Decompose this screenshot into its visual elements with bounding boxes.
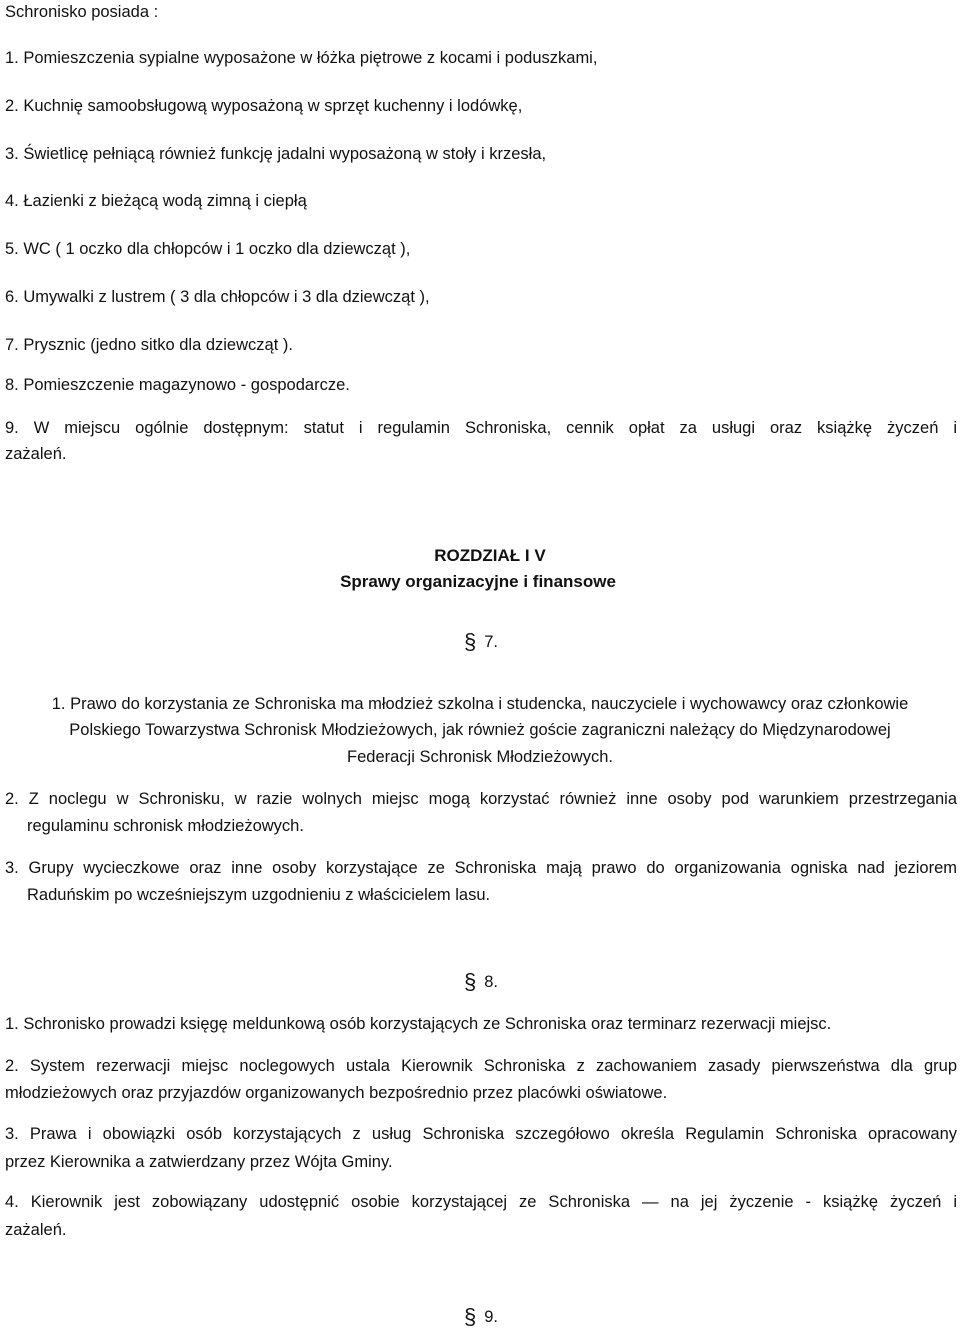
list-item: 1. Pomieszczenia sypialne wyposażone w łóżka piętrowe z kocami i poduszkami, bbox=[5, 49, 598, 67]
section-number: 8. bbox=[484, 973, 499, 991]
paragraph-line: Raduńskim po wcześniejszym uzgodnieniu z właścicielem lasu. bbox=[27, 886, 491, 904]
list-item: 3. Świetlicę pełniącą również funkcję jadalni wyposażoną w stoły i krzesła, bbox=[5, 145, 547, 163]
section-sign: § bbox=[464, 1304, 477, 1329]
paragraph-line: zażaleń. bbox=[5, 1221, 67, 1239]
paragraph-line: 4. Kierownik jest zobowiązany udostępnić osobie korzystającej ze Schroniska — na jej życzenie - książkę życzeń i bbox=[5, 1193, 957, 1211]
chapter-subtitle: Sprawy organizacyjne i finansowe bbox=[340, 572, 616, 591]
paragraph-line: Polskiego Towarzystwa Schronisk Młodzieżowych, jak również goście zagraniczni należący do Międzynarodowej bbox=[69, 721, 891, 739]
paragraph-line: 2. System rezerwacji miejsc noclegowych ustala Kierownik Schroniska z zachowaniem zasady pierwszeństwa dla grup bbox=[5, 1057, 957, 1075]
paragraph-line: 1. Prawo do korzystania ze Schroniska ma młodzież szkolna i studencka, nauczyciele i wychowawcy oraz członkowie bbox=[51, 695, 909, 713]
section-7-marker bbox=[464, 631, 498, 653]
paragraph-line: 2. Z noclegu w Schronisku, w razie wolnych miejsc mogą korzystać również inne osoby pod warunkiem przestrzegania bbox=[5, 790, 957, 808]
list-item: 2. Kuchnię samoobsługową wyposażoną w sprzęt kuchenny i lodówkę, bbox=[5, 97, 523, 115]
list-item: 4. Łazienki z bieżącą wodą zimną i ciepłą bbox=[5, 192, 307, 210]
section-8-marker bbox=[464, 971, 498, 993]
list-item-line: zażaleń. bbox=[5, 445, 67, 463]
list-item: 6. Umywalki z lustrem ( 3 dla chłopców i 3 dla dziewcząt ), bbox=[5, 288, 430, 306]
paragraph-line: przez Kierownika a zatwierdzany przez Wójta Gminy. bbox=[5, 1153, 393, 1171]
section-9-marker bbox=[464, 1306, 498, 1328]
paragraph-line: młodzieżowych oraz przyjazdów organizowanych bezpośrednio przez placówki oświatowe. bbox=[5, 1084, 668, 1102]
list-item: 7. Prysznic (jedno sitko dla dziewcząt ). bbox=[5, 336, 293, 354]
paragraph-line: 3. Grupy wycieczkowe oraz inne osoby korzystające ze Schroniska mają prawo do organizowania ogniska nad jeziorem bbox=[5, 859, 957, 877]
paragraph-line: Federacji Schronisk Młodzieżowych. bbox=[347, 748, 613, 766]
paragraph-line: 1. Schronisko prowadzi księgę meldunkową osób korzystających ze Schroniska oraz terminarz rezerwacji miejsc. bbox=[5, 1015, 832, 1033]
chapter-heading: ROZDZIAŁ I V bbox=[434, 546, 546, 565]
intro-line: Schronisko posiada : bbox=[5, 3, 159, 21]
section-number: 7. bbox=[484, 633, 499, 651]
section-sign: § bbox=[464, 629, 477, 654]
list-item: 5. WC ( 1 oczko dla chłopców i 1 oczko dla dziewcząt ), bbox=[5, 240, 411, 258]
paragraph-line: 3. Prawa i obowiązki osób korzystających z usług Schroniska szczegółowo określa Regulamin Schroniska opracowany bbox=[5, 1125, 957, 1143]
list-item: 8. Pomieszczenie magazynowo - gospodarcze. bbox=[5, 376, 350, 394]
section-sign: § bbox=[464, 969, 477, 994]
list-item-line: 9. W miejscu ogólnie dostępnym: statut i regulamin Schroniska, cennik opłat za usługi oraz książkę życzeń i bbox=[5, 419, 957, 437]
section-number: 9. bbox=[484, 1308, 499, 1326]
paragraph-line: regulaminu schronisk młodzieżowych. bbox=[27, 817, 304, 835]
